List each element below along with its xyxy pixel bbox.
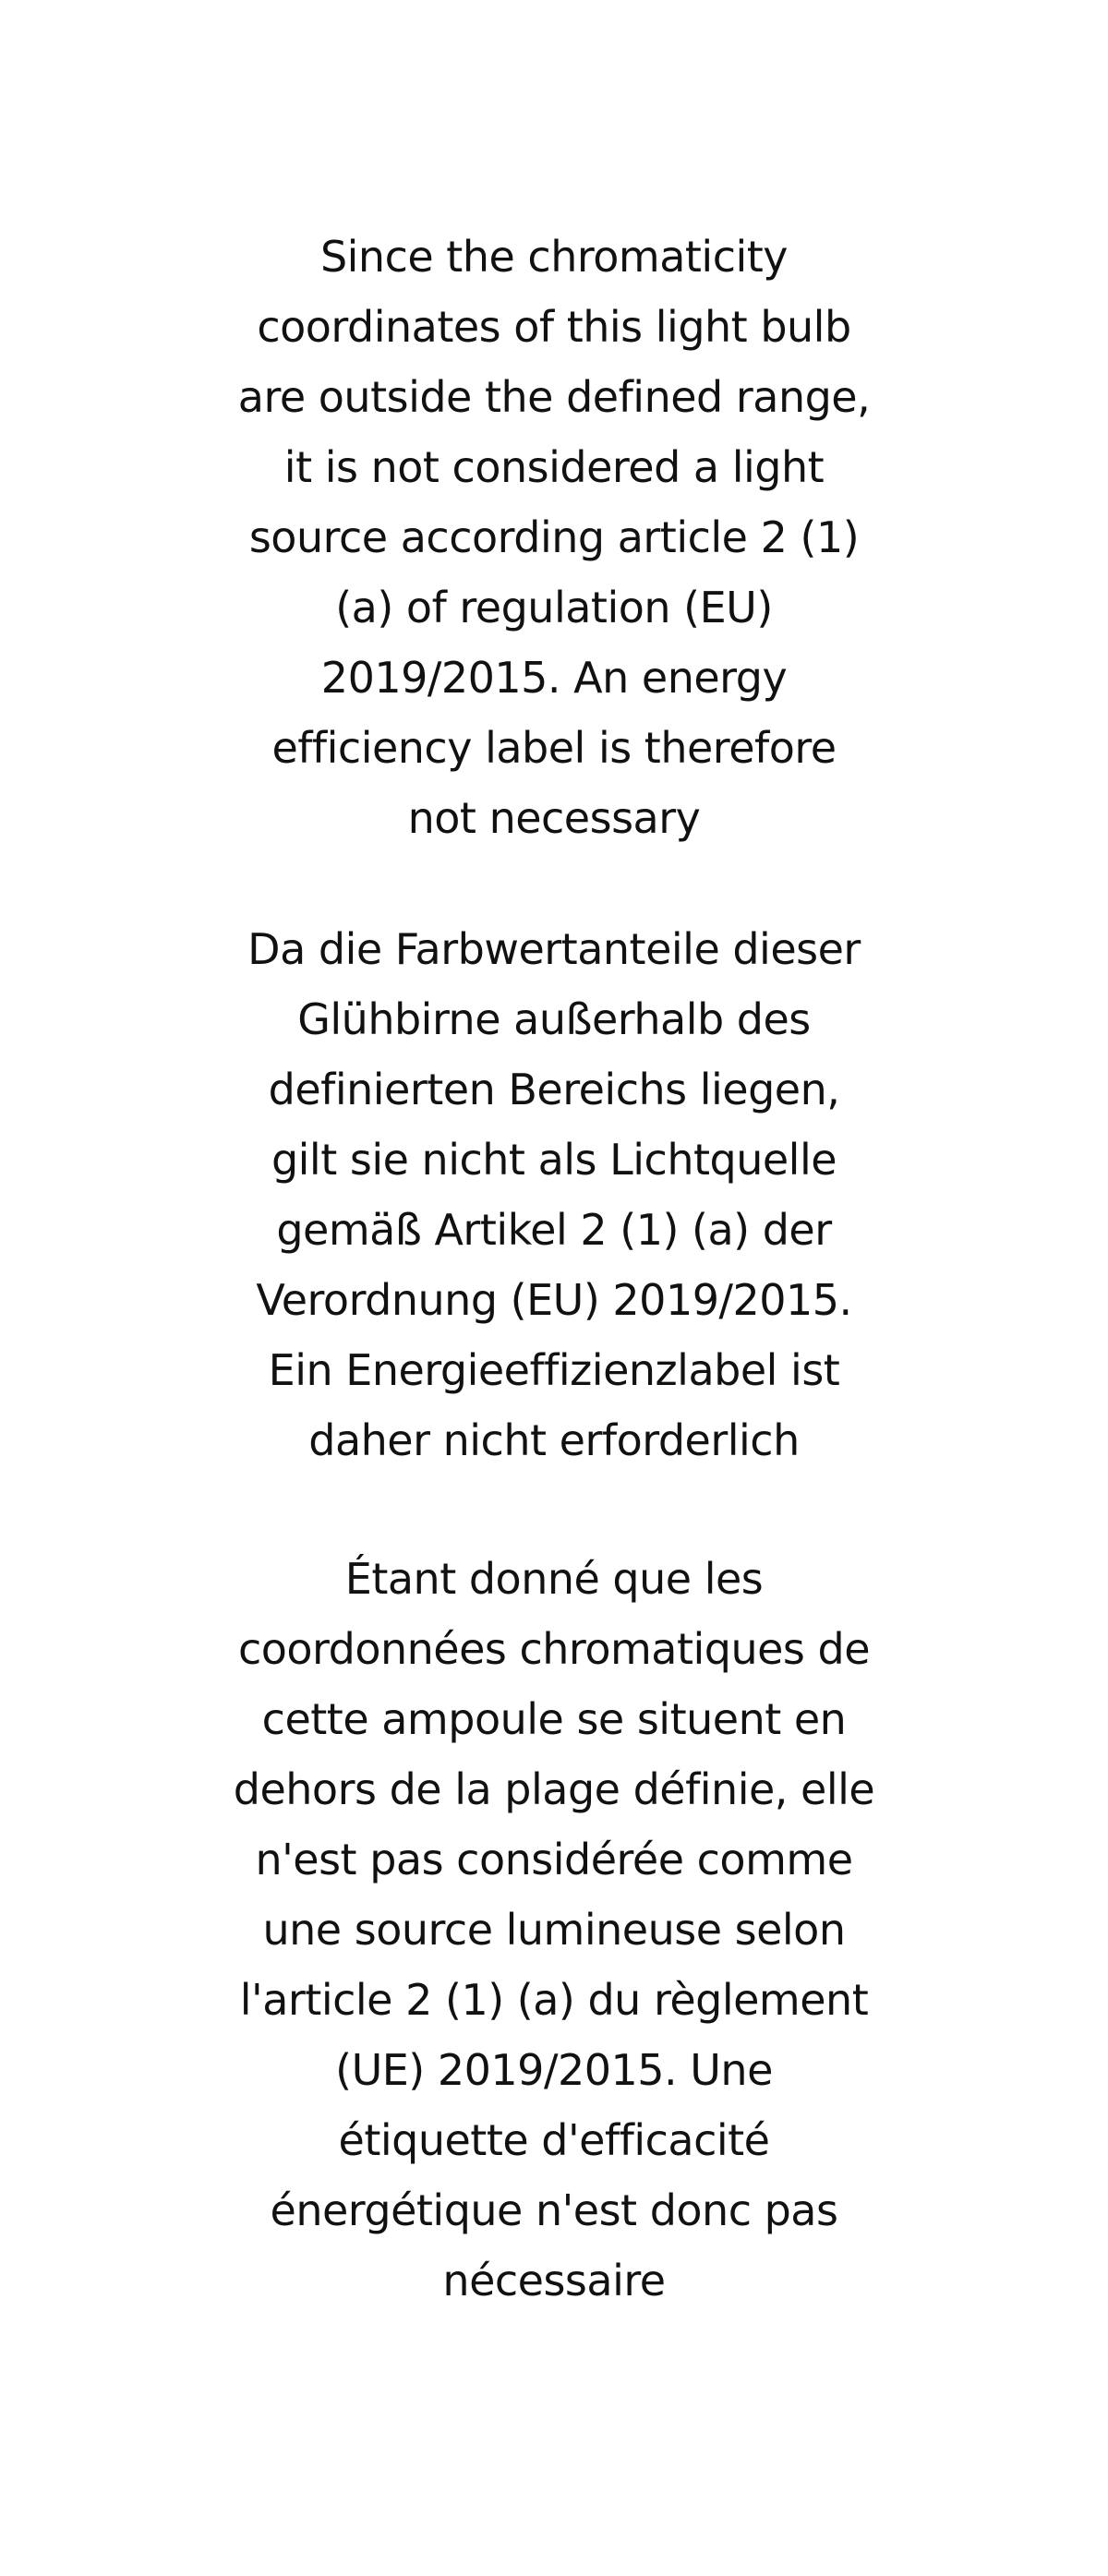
notice-line: nécessaire	[442, 2256, 666, 2305]
notice-line: n'est pas considérée comme	[255, 1835, 853, 1884]
notice-line: Since the chromaticity	[319, 232, 789, 282]
notice-english	[0, 222, 1108, 853]
notice-line: Verordnung (EU) 2019/2015.	[256, 1275, 852, 1325]
notice-german	[0, 914, 1108, 1475]
notice-line: coordinates of this light bulb	[257, 302, 851, 352]
notice-line: it is not considered a light	[283, 442, 825, 492]
notice-line: Da die Farbwertanteile dieser	[247, 924, 861, 974]
notice-line: daher nicht erforderlich	[308, 1415, 800, 1465]
notice-line: gemäß Artikel 2 (1) (a) der	[276, 1205, 832, 1255]
notice-line: (UE) 2019/2015. Une	[335, 2045, 773, 2095]
notice-line: dehors de la plage définie, elle	[233, 1764, 875, 1814]
notice-line: not necessary	[407, 793, 701, 843]
notice-line: Glühbirne außerhalb des	[297, 994, 811, 1044]
notice-line: (a) of regulation (EU)	[335, 583, 773, 632]
notice-line: cette ampoule se situent en	[261, 1694, 847, 1744]
notice-line: coordonnées chromatiques de	[237, 1624, 871, 1674]
notice-line: étiquette d'efficacité	[338, 2115, 770, 2165]
notice-line: une source lumineuse selon	[262, 1905, 846, 1955]
notice-line: 2019/2015. An energy	[320, 653, 788, 703]
notice-line: are outside the defined range,	[237, 372, 871, 422]
notice-line: Étant donné que les	[344, 1554, 764, 1604]
notice-french	[0, 1544, 1108, 2316]
notice-line: source according article 2 (1)	[248, 512, 860, 562]
notice-line: énergétique n'est donc pas	[270, 2185, 838, 2235]
notice-line: l'article 2 (1) (a) du règlement	[239, 1975, 869, 2025]
notice-line: gilt sie nicht als Lichtquelle	[271, 1135, 837, 1185]
notice-line: efficiency label is therefore	[271, 723, 837, 773]
notice-line: Ein Energieeffizienzlabel ist	[268, 1345, 840, 1395]
notice-line: definierten Bereichs liegen,	[268, 1065, 840, 1114]
